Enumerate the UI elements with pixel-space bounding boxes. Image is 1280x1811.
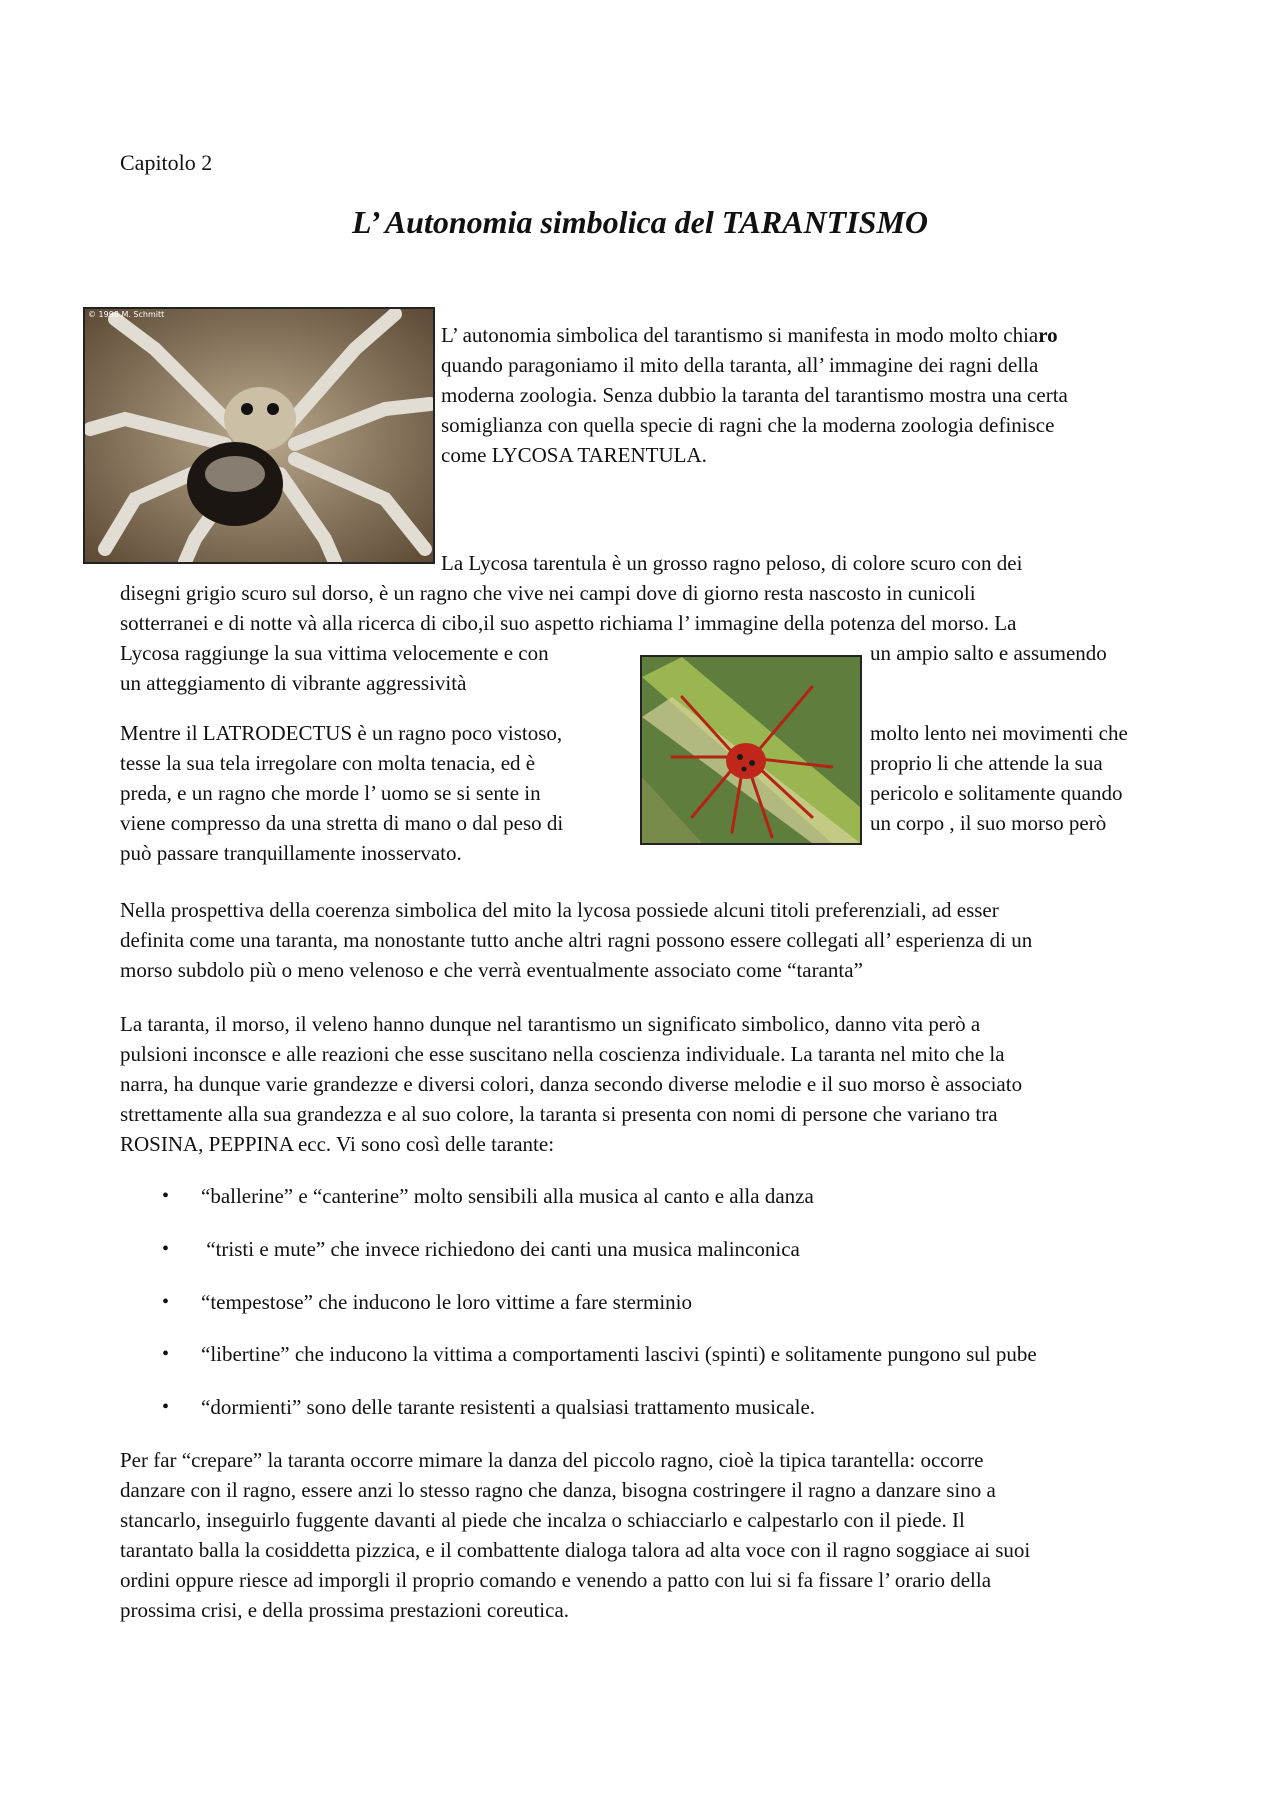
lycosa-line-5: un atteggiamento di vibrante aggressività: [120, 671, 467, 695]
latrodectus-line-2-right: proprio li che attende la sua: [870, 751, 1103, 775]
bullet-marker: •: [162, 1185, 170, 1207]
latrodectus-line-3-right: pericolo e solitamente quando: [870, 781, 1123, 805]
bullet-marker: •: [162, 1343, 170, 1365]
taranta-line-3: narra, ha dunque varie grandezze e diversi colori, danza secondo diverse melodie e il suo morso è associato: [120, 1072, 1023, 1096]
intro-line-3: moderna zoologia. Senza dubbio la taranta del tarantismo mostra una certa: [441, 383, 1068, 407]
photo-copyright-caption: © 1998 M. Schmitt: [88, 310, 165, 319]
lycosa-spider-illustration: [85, 309, 433, 562]
lycosa-line-4-right: un ampio salto e assumendo: [870, 641, 1107, 665]
latrodectus-line-4: viene compresso da una stretta di mano o dal peso di: [120, 811, 564, 835]
taranta-line-5: ROSINA, PEPPINA ecc. Vi sono così delle tarante:: [120, 1132, 555, 1156]
prospettiva-line-1: Nella prospettiva della coerenza simbolica del mito la lycosa possiede alcuni titoli preferenziali, ad esser: [120, 898, 999, 922]
bullet-marker: •: [162, 1291, 170, 1313]
bullet-item-tempestose: “tempestose” che inducono le loro vittime a fare sterminio: [201, 1290, 692, 1314]
latrodectus-spider-illustration: [642, 657, 860, 843]
taranta-line-2: pulsioni inconsce e alle reazioni che esse suscitano nella coscienza individuale. La taranta nel mito che la: [120, 1042, 1005, 1066]
crepare-line-4: tarantato balla la cosiddetta pizzica, e il combattente dialoga talora ad alta voce con il ragno soggiace ai suoi: [120, 1538, 1031, 1562]
latrodectus-line-1: Mentre il LATRODECTUS è un ragno poco vistoso,: [120, 721, 563, 745]
bullet-item-tristi: “tristi e mute” che invece richiedono dei canti una musica malinconica: [201, 1237, 800, 1261]
bullet-item-ballerine: “ballerine” e “canterine” molto sensibili alla musica al canto e alla danza: [201, 1184, 814, 1208]
lycosa-line-2: disegni grigio scuro sul dorso, è un ragno che vive nei campi dove di giorno resta nascosto in cunicoli: [120, 581, 976, 605]
intro-line-4: somiglianza con quella specie di ragni che la moderna zoologia definisce: [441, 413, 1055, 437]
lycosa-line-1: La Lycosa tarentula è un grosso ragno peloso, di colore scuro con dei: [441, 551, 1023, 575]
latrodectus-line-2: tesse la sua tela irregolare con molta tenacia, ed è: [120, 751, 536, 775]
bullet-marker: •: [162, 1238, 170, 1260]
bullet-item-dormienti: “dormienti” sono delle tarante resistenti a qualsiasi trattamento musicale.: [201, 1395, 816, 1419]
crepare-line-2: danzare con il ragno, essere anzi lo stesso ragno che danza, bisogna costringere il ragno a danzare sino a: [120, 1478, 996, 1502]
chapter-label: Capitolo 2: [120, 150, 213, 175]
crepare-line-1: Per far “crepare” la taranta occorre mimare la danza del piccolo ragno, cioè la tipica tarantella: occorre: [120, 1448, 984, 1472]
page-title: L’ Autonomia simbolica del TARANTISMO: [351, 204, 929, 240]
prospettiva-line-2: definita come una taranta, ma nonostante tutto anche altri ragni possono essere collegati all’ esperienza di un: [120, 928, 1033, 952]
prospettiva-line-3: morso subdolo più o meno velenoso e che verrà eventualmente associato come “taranta”: [120, 958, 863, 982]
lycosa-spider-photo: [83, 307, 435, 564]
latrodectus-spider-photo: [640, 655, 862, 845]
intro-line-2: quando paragoniamo il mito della taranta, all’ immagine dei ragni della: [441, 353, 1039, 377]
latrodectus-line-4-right: un corpo , il suo morso però: [870, 811, 1107, 835]
latrodectus-line-1-right: molto lento nei movimenti che: [870, 721, 1128, 745]
bullet-item-libertine: “libertine” che inducono la vittima a comportamenti lascivi (spinti) e solitamente pungono sul pube: [201, 1342, 1037, 1366]
lycosa-line-4: Lycosa raggiunge la sua vittima velocemente e con: [120, 641, 549, 665]
intro-line-5: come LYCOSA TARENTULA.: [441, 443, 707, 467]
crepare-line-5: ordini oppure riesce ad imporgli il proprio comando e venendo a patto con lui si fa fissare l’ orario della: [120, 1568, 992, 1592]
taranta-line-4: strettamente alla sua grandezza e al suo colore, la taranta si presenta con nomi di persone che variano tra: [120, 1102, 998, 1126]
latrodectus-line-5: può passare tranquillamente inosservato.: [120, 841, 462, 865]
taranta-line-1: La taranta, il morso, il veleno hanno dunque nel tarantismo un significato simbolico, danno vita però a: [120, 1012, 981, 1036]
latrodectus-line-3: preda, e un ragno che morde l’ uomo se si sente in: [120, 781, 541, 805]
bullet-marker: •: [162, 1396, 170, 1418]
intro-line-1: L’ autonomia simbolica del tarantismo si manifesta in modo molto chiaro: [441, 323, 1058, 347]
lycosa-line-3: sotterranei e di notte và alla ricerca di cibo,il suo aspetto richiama l’ immagine della potenza del morso. La: [120, 611, 1017, 635]
crepare-line-6: prossima crisi, e della prossima prestazioni coreutica.: [120, 1598, 570, 1622]
crepare-line-3: stancarlo, inseguirlo fuggente davanti al piede che incalza o schiacciarlo e calpestarlo con il piede. Il: [120, 1508, 965, 1532]
